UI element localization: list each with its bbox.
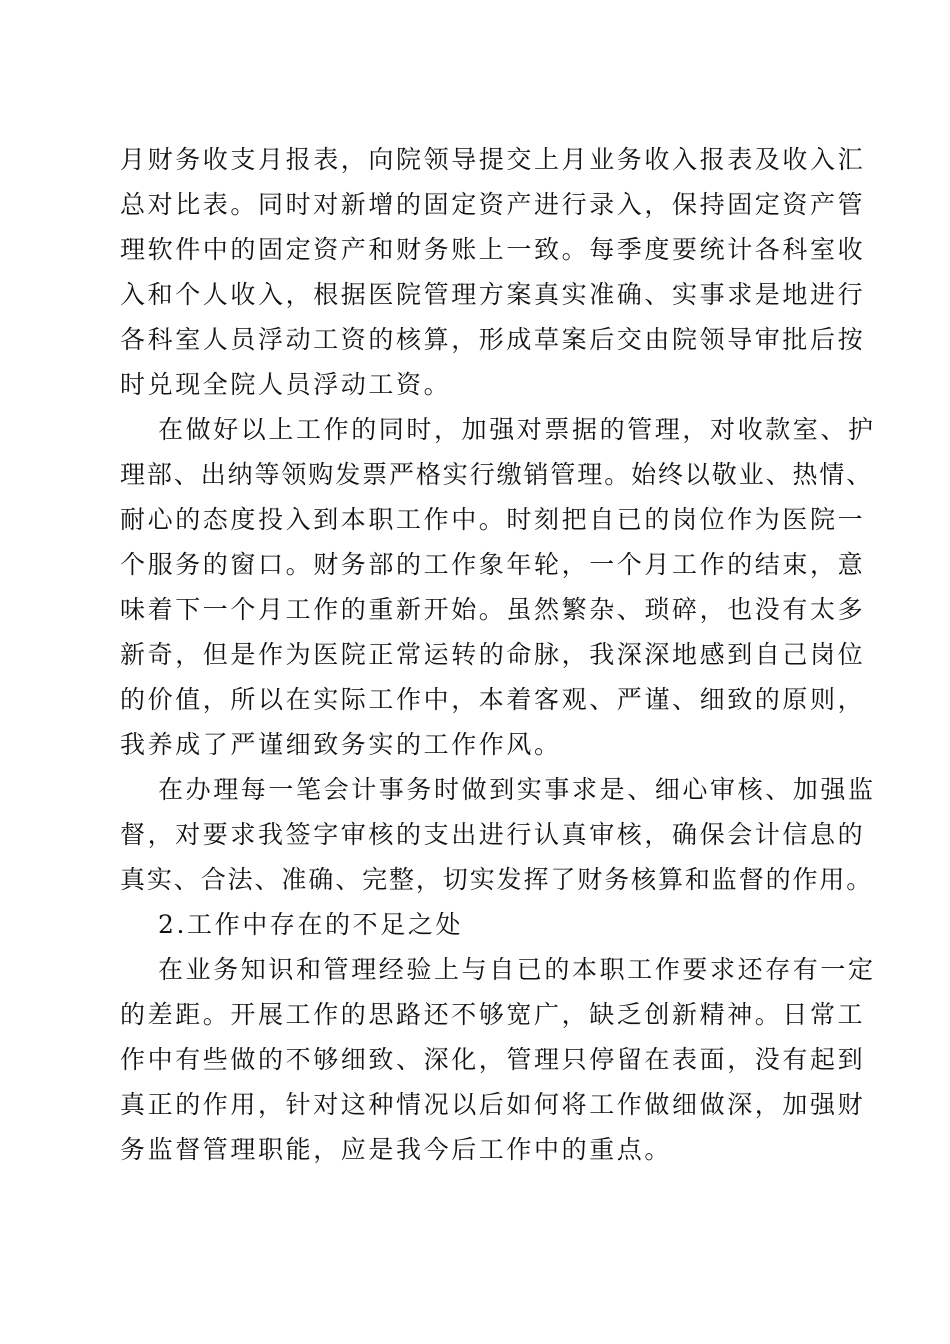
text-line: 的差距。开展工作的思路还不够宽广，缺乏创新精神。日常工 (120, 1000, 866, 1029)
text-line: 作中有些做的不够细致、深化，管理只停留在表面，没有起到 (120, 1045, 866, 1074)
text-line: 督，对要求我签字审核的支出进行认真审核，确保会计信息的 (120, 820, 866, 849)
paragraph-first-line: 在办理每一笔会计事务时做到实事求是、细心审核、加强监 (158, 775, 876, 804)
text-line: 月财务收支月报表，向院领导提交上月业务收入报表及收入汇 (120, 145, 866, 174)
text-line: 味着下一个月工作的重新开始。虽然繁杂、琐碎，也没有太多 (120, 595, 866, 624)
text-line: 的价值，所以在实际工作中，本着客观、严谨、细致的原则， (120, 685, 866, 714)
text-line: 真正的作用，针对这种情况以后如何将工作做细做深，加强财 (120, 1090, 866, 1119)
text-line: 各科室人员浮动工资的核算，形成草案后交由院领导审批后按 (120, 325, 866, 354)
text-line: 务监督管理职能，应是我今后工作中的重点。 (120, 1135, 673, 1164)
paragraph-first-line: 在业务知识和管理经验上与自已的本职工作要求还存有一定 (158, 955, 876, 984)
text-line: 理软件中的固定资产和财务账上一致。每季度要统计各科室收 (120, 235, 866, 264)
text-line: 真实、合法、准确、完整，切实发挥了财务核算和监督的作用。 (120, 865, 874, 894)
text-line: 耐心的态度投入到本职工作中。时刻把自已的岗位作为医院一 (120, 505, 866, 534)
text-line: 新奇，但是作为医院正常运转的命脉，我深深地感到自己岗位 (120, 640, 866, 669)
text-line: 时兑现全院人员浮动工资。 (120, 370, 452, 399)
text-line: 总对比表。同时对新增的固定资产进行录入，保持固定资产管 (120, 190, 866, 219)
text-line: 入和个人收入，根据医院管理方案真实准确、实事求是地进行 (120, 280, 866, 309)
text-line: 理部、出纳等领购发票严格实行缴销管理。始终以敬业、热情、 (120, 460, 874, 489)
section-heading: 2.工作中存在的不足之处 (158, 910, 464, 939)
paragraph-first-line: 在做好以上工作的同时，加强对票据的管理，对收款室、护 (158, 415, 876, 444)
text-line: 我养成了严谨细致务实的工作作风。 (120, 730, 562, 759)
text-line: 个服务的窗口。财务部的工作象年轮，一个月工作的结束，意 (120, 550, 866, 579)
